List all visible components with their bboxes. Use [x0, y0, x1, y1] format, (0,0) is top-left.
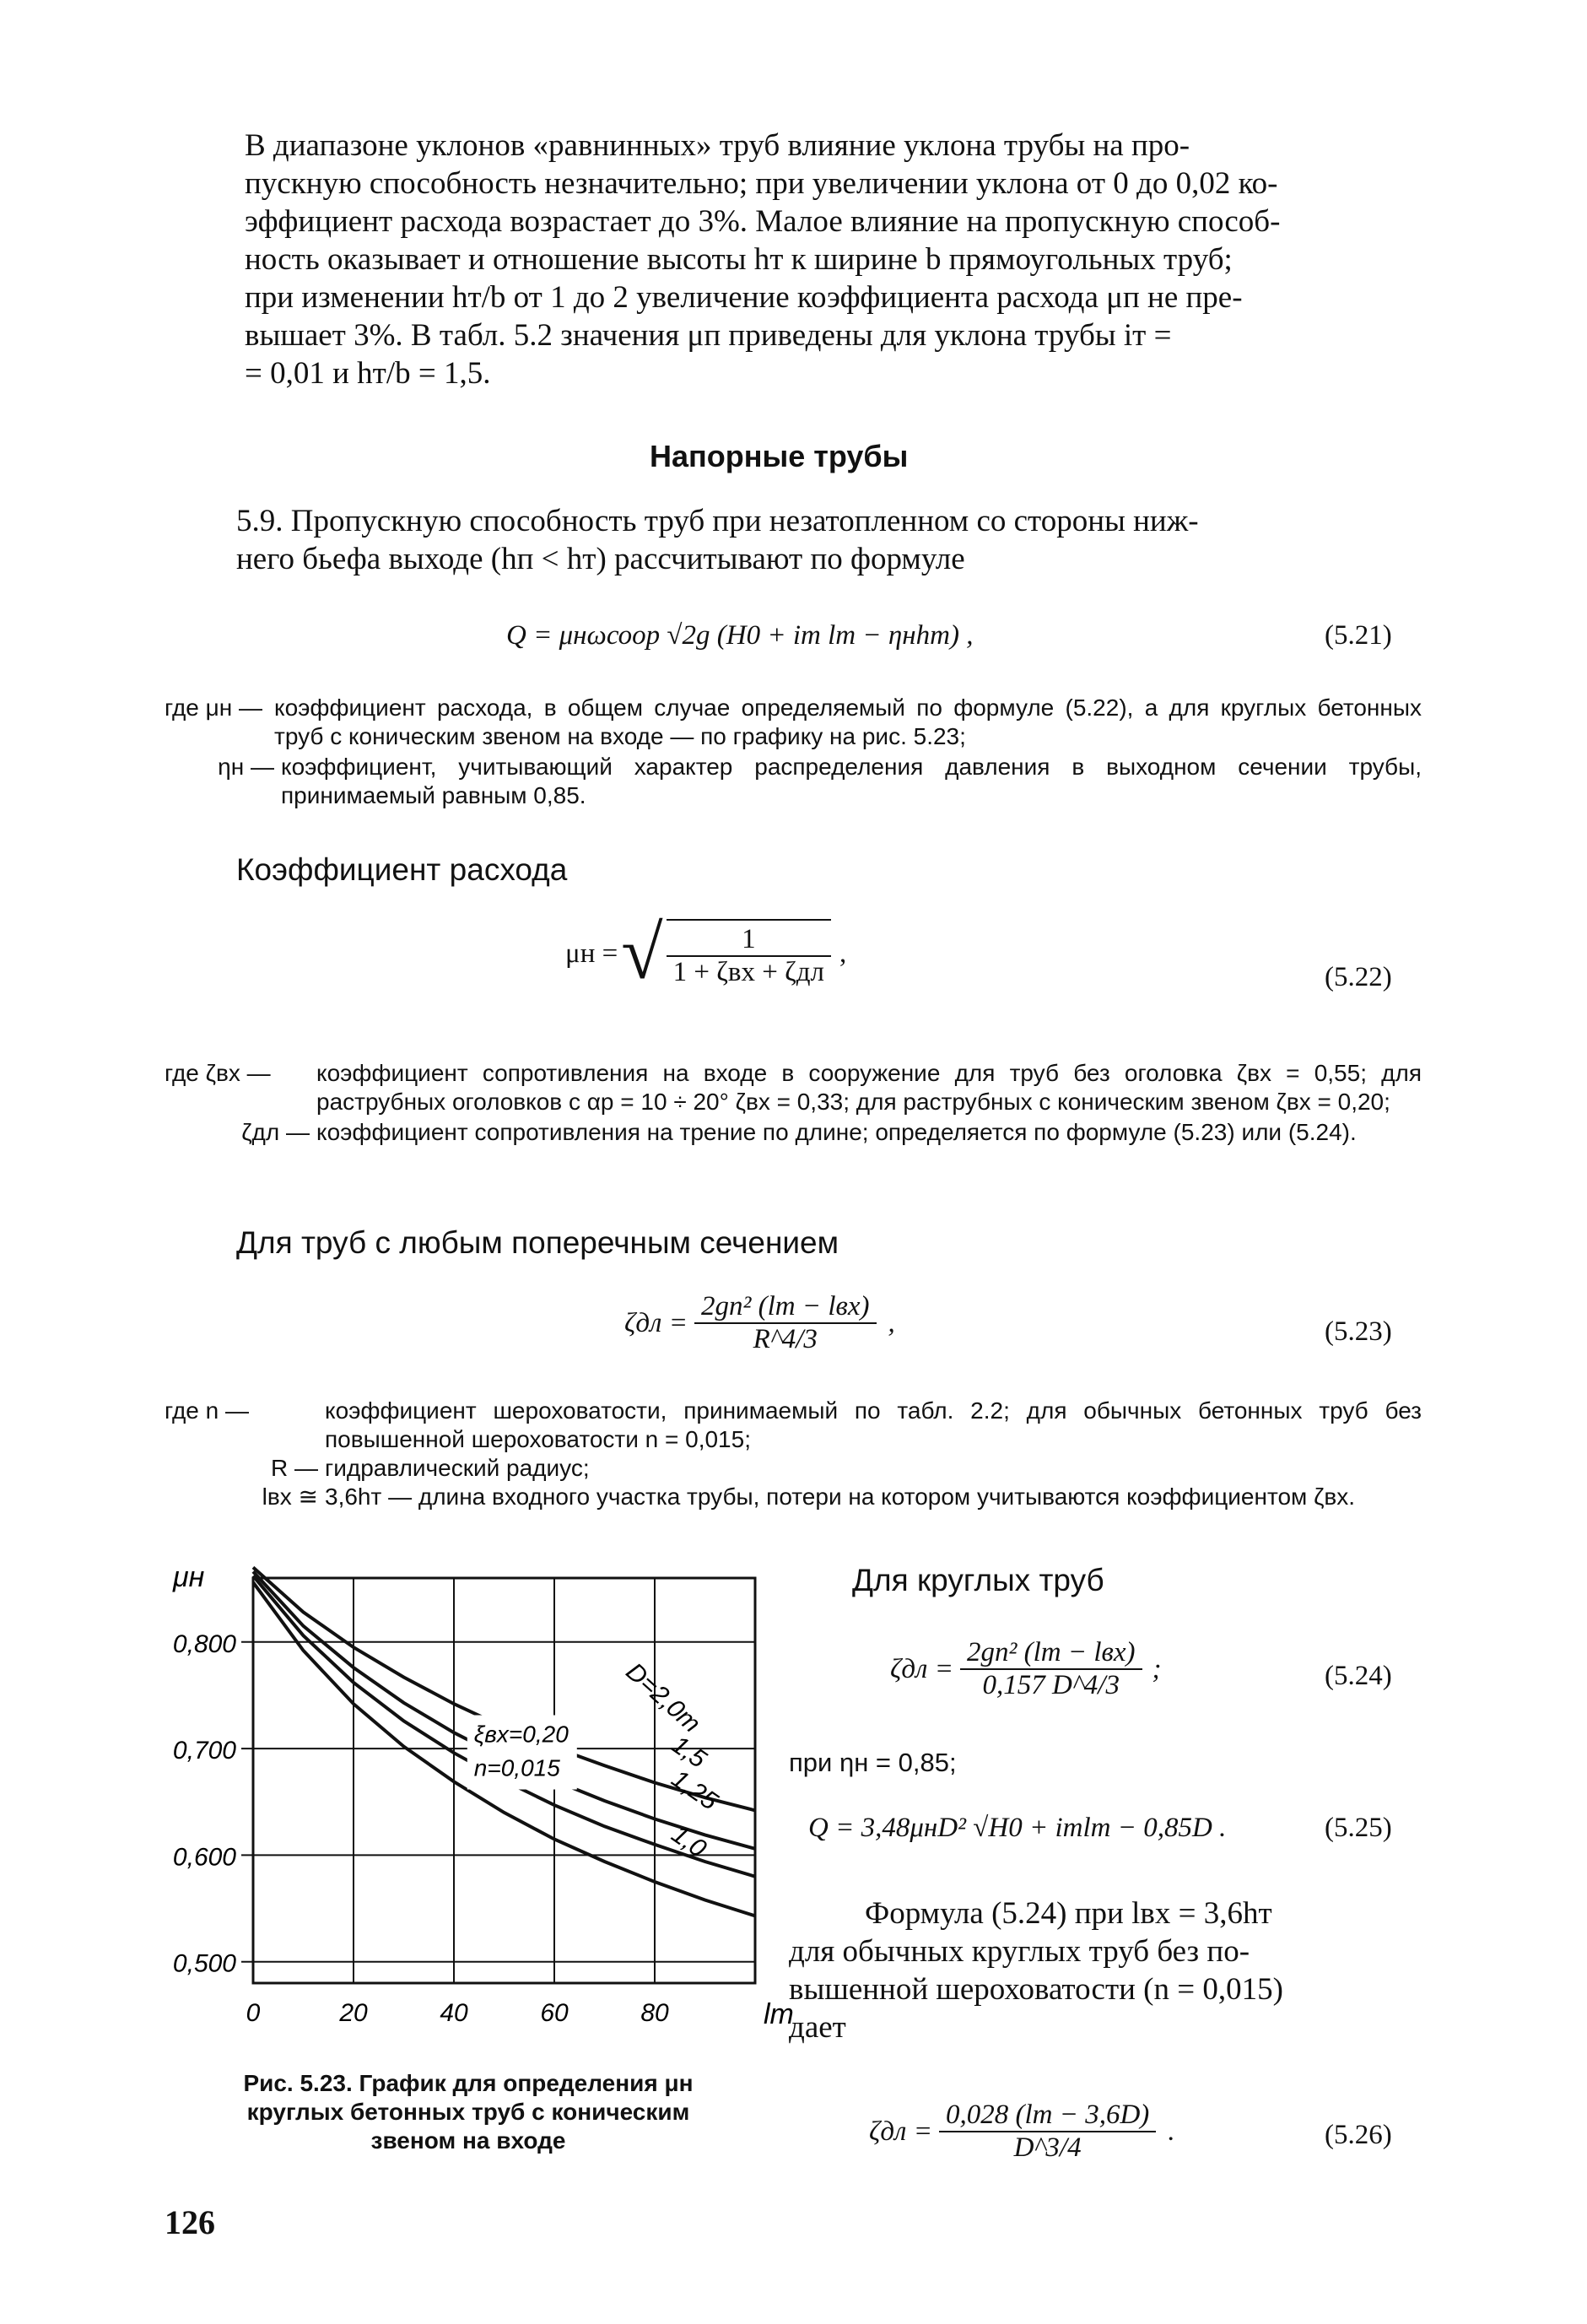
round-pipes-label: Для круглых труб: [852, 1563, 1104, 1597]
intro-line: пускную способность незначительно; при увеличении уклона от 0 до 0,02 ко-: [245, 166, 1278, 201]
para-line: него бьефа выходе (hп < hт) рассчитывают по формуле: [236, 542, 965, 576]
caption-line: круглых бетонных труб с коническим: [246, 2099, 690, 2125]
y-tick-label: 0,700: [172, 1737, 236, 1765]
page-number: 126: [165, 2203, 215, 2241]
y-tick-label: 0,600: [172, 1843, 236, 1872]
figure-5-23-chart: [156, 1557, 794, 2055]
definition-text: коэффициент расхода, в общем случае определяемый по формуле (5.22), а для круглых бетонных труб с коническим звеном на входе — по графику на рис. 5.23;: [274, 694, 1422, 749]
definition-symbol: где n —: [165, 1397, 249, 1424]
definition-symbol: где μн —: [165, 694, 263, 721]
coef-label: Коэффициент расхода: [236, 852, 568, 887]
definition-row: [165, 1454, 1422, 1483]
intro-line: В диапазоне уклонов «равнинных» труб влияние уклона трубы на про-: [245, 128, 1190, 163]
fraction: [960, 1637, 1142, 1701]
formula-5-24: [890, 1637, 1162, 1701]
caption-line: Рис. 5.23. График для определения μн: [243, 2070, 694, 2096]
fraction-denominator: D^3/4: [1013, 2132, 1082, 2163]
formula-number-5-23: (5.23): [1325, 1316, 1392, 1347]
formula-number-5-21: (5.21): [1325, 620, 1392, 651]
x-tick-label: 20: [339, 1999, 368, 2027]
at-eta-note: при ηн = 0,85;: [789, 1748, 957, 1777]
formula-tail: ;: [1152, 1653, 1162, 1684]
definition-text: коэффициент шероховатости, принимаемый по табл. 2.2; для обычных бетонных труб без повышенной шероховатости n = 0,015;: [325, 1397, 1422, 1452]
para-line: 5.9. Пропускную способность труб при незатопленном со стороны ниж-: [236, 504, 1199, 538]
definition-row: [165, 1397, 1422, 1454]
definition-row: [165, 1483, 1422, 1511]
intro-line: эффициент расхода возрастает до 3%. Малое влияние на пропускную способ-: [245, 204, 1281, 239]
definition-row: [165, 753, 1422, 810]
paragraph-5-9: [236, 502, 1422, 578]
definition-row: [165, 1059, 1422, 1116]
fraction-numerator: 2gn² (lт − lвх): [694, 1291, 877, 1324]
fraction-denominator: R^4/3: [753, 1324, 818, 1354]
y-tick-label: 0,800: [172, 1630, 236, 1658]
any-section-label: Для труб с любым поперечным сечением: [236, 1225, 839, 1260]
para-line: дает: [789, 2010, 846, 2045]
definitions-5-22: [165, 1059, 1422, 1147]
intro-line: вышает 3%. В табл. 5.2 значения μп приведены для уклона трубы iт =: [245, 318, 1172, 353]
definitions-5-23: [165, 1397, 1422, 1511]
fraction: [939, 2100, 1156, 2164]
definition-text: коэффициент, учитывающий характер распределения давления в выходном сечении трубы, принимаемый равным 0,85.: [281, 754, 1422, 808]
y-axis-label: μн: [173, 1561, 205, 1593]
intro-line: ность оказывает и отношение высоты hт к ширине b прямоугольных труб;: [245, 242, 1233, 277]
x-tick-label: 80: [640, 1999, 669, 2027]
para-line: для обычных круглых труб без по-: [789, 1934, 1250, 1969]
definition-row: [165, 694, 1422, 751]
definition-symbol: lвх ≅: [262, 1484, 318, 1510]
para-line: Формула (5.24) при lвх = 3,6hт: [865, 1896, 1272, 1931]
fraction-denominator: 0,157 D^4/3: [982, 1670, 1120, 1700]
figure-caption: [165, 2069, 772, 2155]
fraction-numerator: 1: [667, 924, 831, 957]
series-label: D=2,0m: [620, 1657, 706, 1738]
intro-line: = 0,01 и hт/b = 1,5.: [245, 356, 491, 391]
series-label: 1,0: [666, 1819, 711, 1863]
formula-5-23: [624, 1291, 895, 1355]
section-heading: Напорные трубы: [650, 439, 909, 473]
intro-paragraph: [245, 127, 1422, 392]
formula-lhs: μн =: [565, 938, 618, 969]
definition-row: [165, 1118, 1422, 1147]
definition-symbol: ηн —: [218, 754, 274, 780]
fraction-numerator: 0,028 (lт − 3,6D): [939, 2100, 1156, 2132]
formula-number-5-24: (5.24): [1325, 1661, 1392, 1691]
para-line: вышенной шероховатости (n = 0,015): [789, 1972, 1283, 2007]
definition-text: коэффициент сопротивления на трение по длине; определяется по формуле (5.23) или (5.24).: [316, 1119, 1357, 1145]
fraction-denominator: 1 + ζвх + ζдл: [672, 957, 825, 987]
caption-line: звеном на входе: [370, 2127, 566, 2154]
definition-symbol: где ζвх —: [165, 1060, 271, 1086]
series-label: 1,25: [666, 1765, 723, 1816]
intro-line: при изменении hт/b от 1 до 2 увеличение коэффициента расхода μп не пре-: [245, 280, 1243, 315]
formula-5-26: [869, 2100, 1175, 2164]
formula-number-5-25: (5.25): [1325, 1813, 1392, 1843]
formula-5-21: Q = μнωсоор √2g (H0 + iт lт − ηнhт) ,: [506, 620, 974, 651]
x-tick-label: 40: [440, 1999, 468, 2027]
formula-tail: .: [1168, 2116, 1175, 2147]
series-label: 1,5: [666, 1730, 711, 1774]
y-tick-label: 0,500: [172, 1949, 236, 1978]
formula-5-22: [565, 911, 847, 995]
x-axis-label: lт: [764, 1998, 794, 2030]
x-tick-label: 60: [540, 1999, 569, 2027]
x-tick-label: 0: [246, 1999, 261, 2027]
formula-lhs: ζдл =: [624, 1307, 688, 1338]
definition-text: 3,6hт — длина входного участка трубы, потери на котором учитываются коэффициентом ζвх.: [325, 1484, 1356, 1510]
fraction: [667, 919, 831, 988]
definition-symbol: R —: [271, 1455, 318, 1481]
definitions-5-21: [165, 694, 1422, 810]
formula-tail: ,: [839, 938, 847, 969]
formula-lhs: ζдл =: [869, 2116, 932, 2147]
formula-tail: ,: [888, 1307, 895, 1338]
formula-lhs: ζдл =: [890, 1653, 953, 1684]
fraction-numerator: 2gn² (lт − lвх): [960, 1637, 1142, 1670]
formula-5-25: Q = 3,48μнD² √H0 + iтlт − 0,85D .: [808, 1813, 1227, 1843]
definition-symbol: ζдл —: [241, 1119, 310, 1145]
annotation-text: n=0,015: [473, 1754, 560, 1781]
formula-number-5-22: (5.22): [1325, 962, 1392, 992]
definition-text: коэффициент сопротивления на входе в сооружение для труб без оголовка ζвх = 0,55; для раструбных оголовков с αр = 10 ÷ 20° ζвх = 0,33; для раструбных с коническим звеном ζвх = 0,20;: [316, 1060, 1422, 1115]
sqrt-icon: √: [621, 911, 663, 995]
fraction: [694, 1291, 877, 1355]
paragraph-5-26: [789, 1894, 1422, 2046]
definition-text: гидравлический радиус;: [325, 1455, 590, 1481]
annotation-text: ξвх=0,20: [473, 1721, 569, 1748]
formula-number-5-26: (5.26): [1325, 2120, 1392, 2150]
